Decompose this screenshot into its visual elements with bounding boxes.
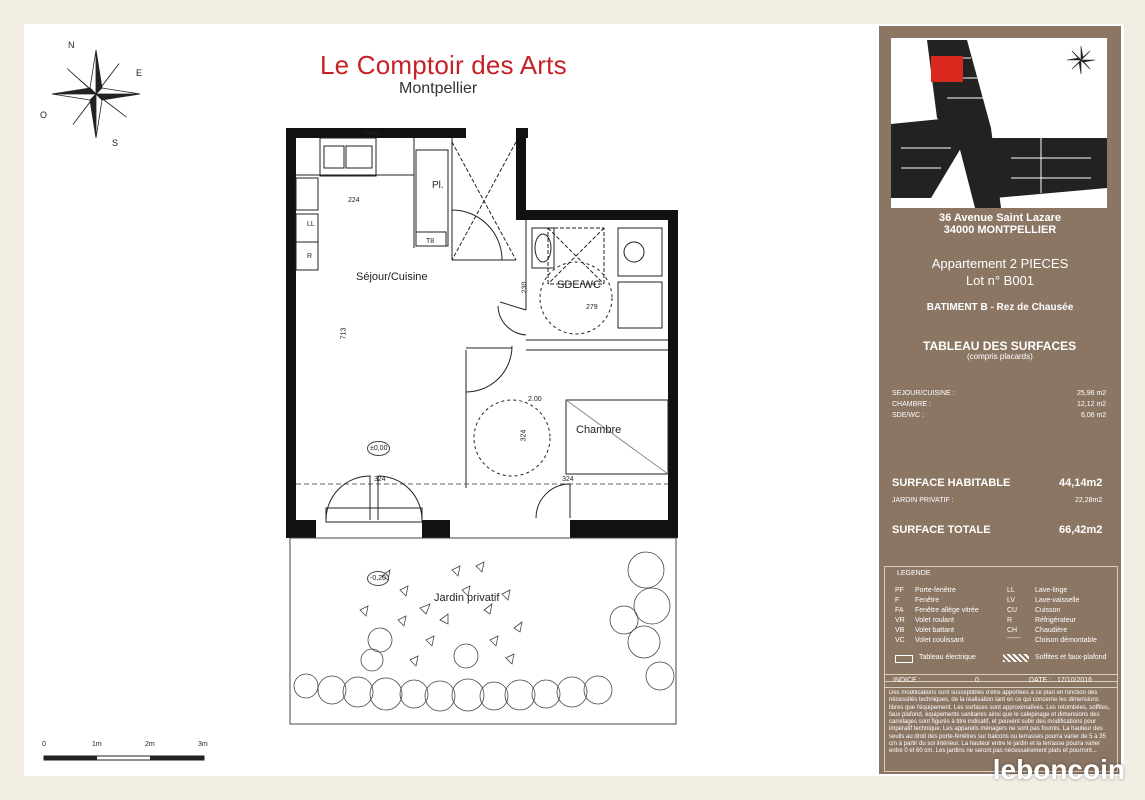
dim-324c: 324: [562, 476, 574, 483]
surface-chambre-value: 12,12 m2: [1077, 401, 1107, 408]
info-panel: [879, 26, 1121, 774]
tableau-elec-icon: [895, 655, 913, 663]
indice-label: INDICE :: [893, 677, 921, 684]
dim-324b: 324: [520, 429, 528, 442]
dim-230: 230: [521, 281, 529, 294]
legend-text: Lave-vaisselle: [1035, 597, 1080, 604]
room-jardin: Jardin privatif: [434, 592, 500, 604]
compass-s: S: [112, 138, 119, 148]
totale-label: SURFACE TOTALE: [892, 524, 991, 536]
dim-224: 224: [348, 197, 360, 204]
legend-text: Fenêtre allège vitrée: [915, 607, 979, 614]
legend-text: Lave-linge: [1035, 587, 1068, 594]
soffites-icon: [1003, 654, 1029, 662]
legend-code: LL: [1007, 587, 1015, 594]
address-line1: 36 Avenue Saint Lazare: [938, 212, 1062, 224]
surface-sejour-label: SEJOUR/CUISINE :: [892, 390, 955, 397]
room-chambre: Chambre: [576, 424, 622, 436]
legend-code: LV: [1007, 597, 1016, 604]
lot-number: Lot n° B001: [965, 273, 1035, 288]
legend-text: Fenêtre: [915, 597, 940, 604]
legend-text: Cuisson: [1035, 607, 1061, 614]
dim-70: 70 bas: [362, 131, 381, 137]
legend-code: F: [895, 597, 900, 604]
legend-text: Volet coulissant: [915, 637, 964, 644]
level-sejour: ±0,00: [367, 441, 390, 456]
legend-code: VC: [895, 637, 905, 644]
scale-bar: [40, 748, 210, 764]
legend-code: FA: [895, 607, 904, 614]
code-ll: LL: [307, 221, 315, 228]
totale-value: 66,42m2: [1059, 524, 1103, 536]
dim-279: 279: [586, 304, 598, 311]
legend-text: Volet roulant: [915, 617, 954, 624]
soffites-label: Soffites et faux-plafond: [1035, 654, 1107, 661]
watermark: leboncoin: [992, 754, 1125, 785]
address-line2: 34000 MONTPELLIER: [943, 224, 1057, 236]
legend-code: PF: [895, 587, 904, 594]
habitable-value: 44,14m2: [1059, 477, 1103, 489]
compass-rose-icon: [38, 36, 148, 146]
scale-0: 0: [42, 741, 46, 748]
compass-e: E: [136, 68, 143, 78]
date-label: DATE :: [1029, 677, 1052, 684]
room-sde: SDE/WC: [557, 279, 601, 291]
legend-code: VB: [895, 627, 905, 634]
dim-200: 2.00: [528, 396, 542, 403]
legend-box: [884, 566, 1118, 682]
indice-value: 0: [975, 677, 979, 684]
legend-text: Porte-fenêtre: [915, 587, 956, 594]
cloison-symbol: - - - - - -: [1007, 635, 1020, 642]
code-tr: T8: [426, 238, 435, 245]
project-title: Le Comptoir des Arts: [320, 50, 567, 80]
site-map: [891, 38, 1107, 208]
legend-text: Réfrigérateur: [1035, 617, 1076, 624]
jardin-value: 22,28m2: [1075, 497, 1103, 504]
room-placard: Pl.: [432, 180, 444, 191]
jardin-label: JARDIN PRIVATIF :: [892, 497, 954, 504]
legend-title: LEGENDE: [897, 570, 931, 577]
tableau-sub: (compris placards): [967, 352, 1033, 361]
scale-1m: 1m: [92, 741, 102, 748]
tableau-title: TABLEAU DES SURFACES: [923, 339, 1077, 353]
tableau-elec-label: Tableau électrique: [919, 654, 976, 661]
dim-324a: 324: [374, 476, 386, 483]
surface-sde-value: 6,06 m2: [1081, 412, 1107, 419]
compass-o: O: [40, 110, 48, 120]
surface-sejour-value: 25,96 m2: [1077, 390, 1107, 397]
legend-text: Chaudière: [1035, 627, 1068, 634]
scale-3m: 3m: [198, 741, 208, 748]
dim-713: 713: [340, 327, 348, 340]
surface-sde-label: SDE/WC :: [892, 412, 924, 419]
compass-n: N: [68, 40, 75, 50]
date-value: 17/10/2016: [1057, 677, 1093, 684]
project-city: Montpellier: [399, 80, 478, 97]
batiment: BATIMENT B - Rez de Chausée: [926, 302, 1074, 313]
legend-code: CU: [1007, 607, 1018, 614]
surface-chambre-label: CHAMBRE :: [892, 401, 931, 408]
code-r: R: [307, 253, 313, 260]
disclaimer-text: Des modifications sont susceptibles d'être apportées à ce plan en fonction des nécessités techniques, de la réalisation tant en ce qui concerne les dimensions libres que l'équipement. Les surfaces sont approximatives. Les retombées, soffites, faux plafond, équipements sanitaires ainsi que le calepinage et dimensions des carrelages sont figurés à titre indicatif, et peuvent subir des modifications pour impératif technique. Les appareils ménagers ne sont pas fournis. La hauteur des seuils au droit des porte-fenêtres sur balcons ou terrasses pourra varier de 5 à 35 cm à partir du sol intérieur. La hauteur entre le jardin et la terrasse pourra varier entre 0 et 60 cm. Les jardins ne seront pas nécessairement plats et pourront...: [889, 690, 1110, 755]
apt-type: Appartement 2 PIECES: [931, 256, 1069, 271]
habitable-label: SURFACE HABITABLE: [892, 477, 1011, 489]
room-sejour: Séjour/Cuisine: [356, 271, 428, 283]
legend-code: VR: [895, 617, 905, 624]
legend-text: Volet battant: [915, 627, 954, 634]
legend-code: R: [1007, 617, 1013, 624]
legend-text: Cloison démontable: [1035, 637, 1097, 644]
legend-code: CH: [1007, 627, 1018, 634]
level-jardin: -0,20: [367, 571, 389, 586]
scale-2m: 2m: [145, 741, 155, 748]
